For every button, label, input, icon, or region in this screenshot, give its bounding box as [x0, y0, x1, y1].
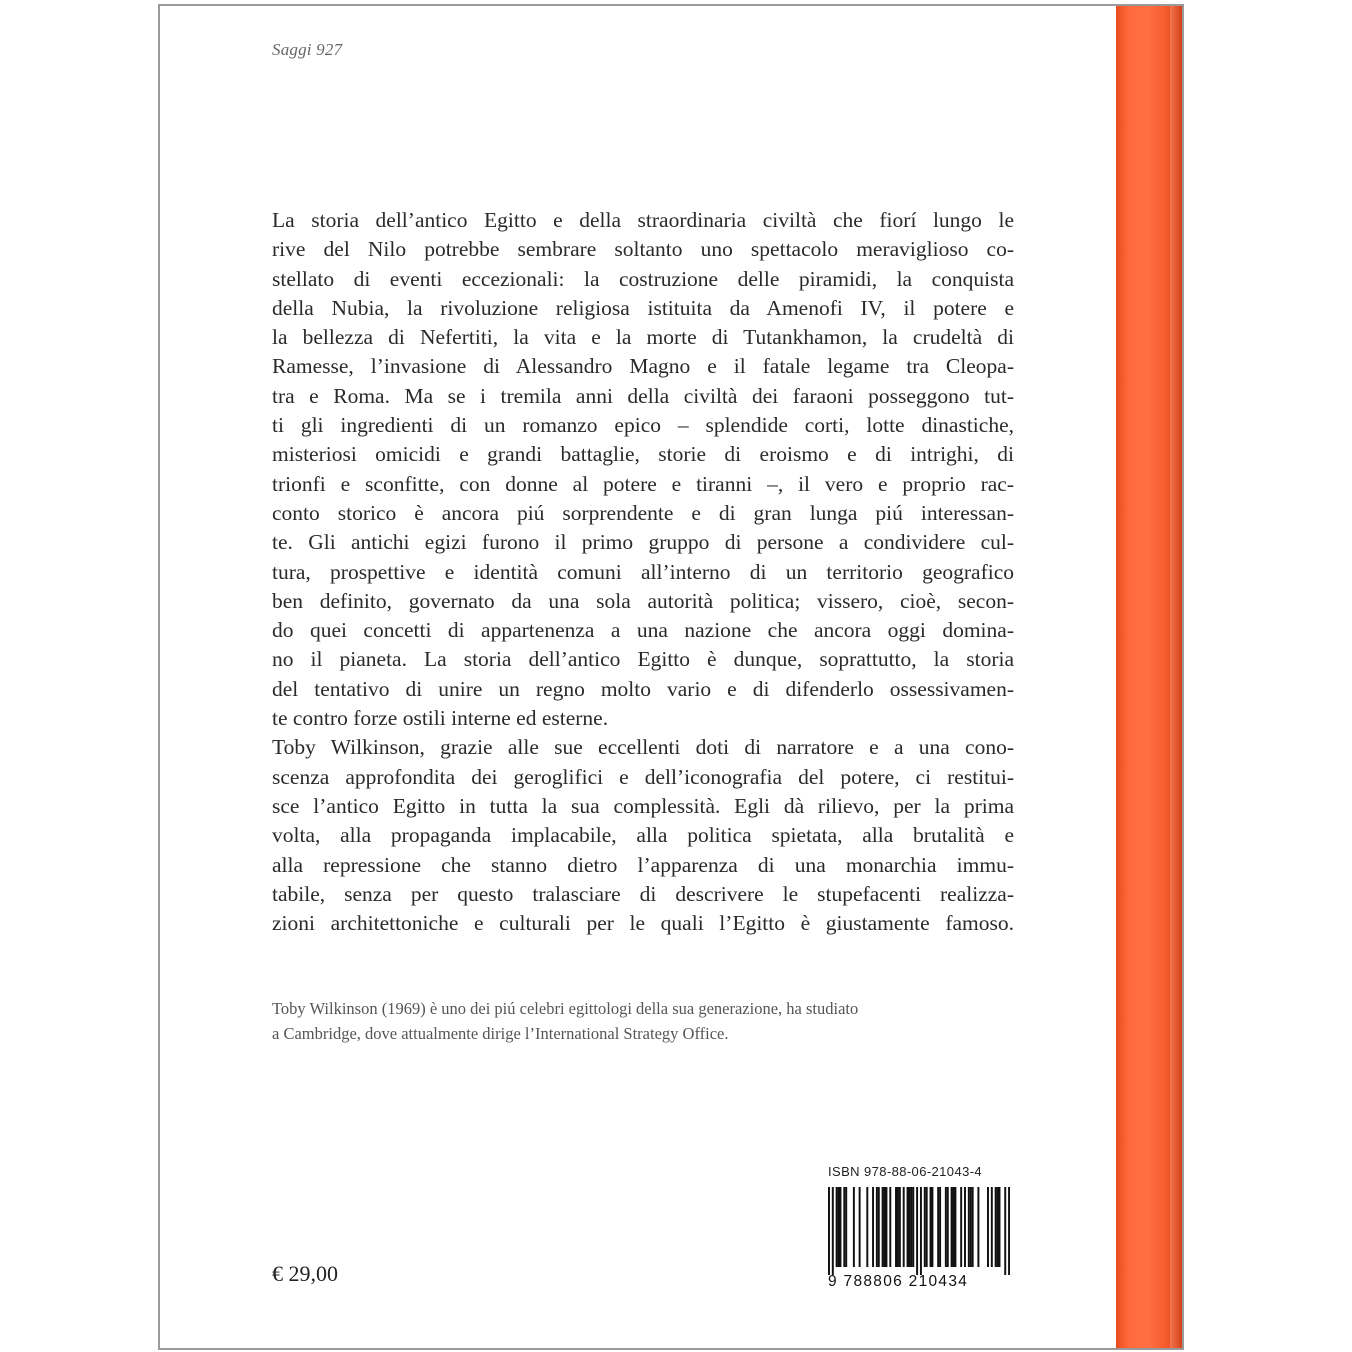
blurb-line: zioni architettoniche e culturali per le quali l’Egitto è giustamente famoso. — [272, 911, 1014, 936]
blurb-line: do quei concetti di appartenenza a una nazione che ancora oggi domina- — [272, 618, 1014, 643]
blurb-line: stellato di eventi eccezionali: la costruzione delle piramidi, la conquista — [272, 266, 1014, 291]
barcode-bar — [924, 1187, 926, 1267]
barcode-bar — [1004, 1187, 1006, 1275]
blurb-line: la bellezza di Nefertiti, la vita e la morte di Tutankhamon, la crudeltà di — [272, 325, 1014, 350]
barcode-bar — [882, 1187, 884, 1267]
barcode-bar — [997, 1187, 999, 1267]
blurb-line: scenza approfondita dei geroglifici e dell’iconografia del potere, ci restitui- — [272, 764, 1014, 789]
barcode-bar — [838, 1187, 840, 1267]
barcode-bar — [910, 1187, 912, 1267]
bio-line: Toby Wilkinson (1969) è uno dei piú celebri egittologi della sua generazione, ha studiato — [272, 999, 859, 1018]
barcode-bar — [999, 1187, 1001, 1267]
blurb-line: te contro forze ostili interne ed esterne. — [272, 706, 609, 731]
blurb-line: La storia dell’antico Egitto e della straordinaria civiltà che fiorí lungo le — [272, 208, 1014, 232]
barcode-bar — [951, 1187, 953, 1267]
barcode-bar — [899, 1187, 901, 1267]
barcode-bar — [987, 1187, 989, 1267]
barcode-bar — [920, 1187, 922, 1275]
barcode-bar — [895, 1187, 897, 1267]
author-bio — [272, 996, 1014, 1046]
barcode-bar — [845, 1187, 847, 1267]
barcode-bar — [889, 1187, 891, 1267]
barcode-bar — [972, 1187, 974, 1267]
blurb-line: Toby Wilkinson, grazie alle sue eccellenti doti di narratore e a una cono- — [272, 735, 1014, 760]
barcode-digits: 9 788806 210434 — [828, 1273, 969, 1290]
blurb-line: Ramesse, l’invasione di Alessandro Magno e il fatale legame tra Cleopa- — [272, 354, 1014, 379]
blurb-line: conto storico è ancora piú sorprendente e di gran lunga piú interessan- — [272, 500, 1014, 525]
barcode-bar — [897, 1187, 899, 1267]
blurb-line: tra e Roma. Ma se i tremila anni della civiltà dei faraoni posseggono tut- — [272, 383, 1014, 408]
barcode-bar — [953, 1187, 955, 1267]
blurb-line: te. Gli antichi egizi furono il primo gruppo di persone a condividere cul- — [272, 530, 1014, 555]
barcode-bar — [885, 1187, 887, 1267]
blurb-line: tura, prospettive e identità comuni all’interno di un territorio geografico — [272, 559, 1014, 584]
barcode-bar — [926, 1187, 928, 1267]
barcode-bar — [960, 1187, 962, 1267]
isbn-label: ISBN 978-88-06-21043-4 — [828, 1164, 983, 1179]
barcode-bar — [878, 1187, 880, 1267]
blurb-line: rive del Nilo potrebbe sembrare soltanto uno spettacolo meraviglioso co- — [272, 237, 1014, 262]
blurb-line: volta, alla propaganda implacabile, alla politica spietata, alla brutalità e — [272, 823, 1014, 848]
barcode-bar — [903, 1187, 905, 1267]
barcode-bar — [964, 1187, 966, 1267]
book-back-cover — [158, 4, 1184, 1350]
blurb-line: sce l’antico Egitto in tutta la sua complessità. Egli dà rilievo, per la prima — [272, 793, 1014, 818]
barcode-bar — [843, 1187, 845, 1267]
isbn-block — [828, 1164, 1010, 1291]
barcode-bar — [939, 1187, 941, 1267]
blurb-line: ti gli ingredienti di un romanzo epico – splendide corti, lotte dinastiche, — [272, 413, 1014, 438]
series-label: Saggi 927 — [272, 40, 343, 59]
barcode-bar — [970, 1187, 972, 1267]
barcode-bar — [931, 1187, 933, 1267]
blurb-line: no il pianeta. La storia dell’antico Egitto è dunque, soprattutto, la storia — [272, 647, 1014, 672]
bio-line: a Cambridge, dove attualmente dirige l’International Strategy Office. — [272, 1024, 729, 1043]
barcode-bar — [916, 1187, 918, 1275]
blurb-line: misteriosi omicidi e grandi battaglie, storie di eroismo e di intrighi, di — [272, 442, 1014, 467]
barcode-bar — [832, 1187, 834, 1275]
blurb-line: ben definito, governato da una sola autorità politica; vissero, cioè, secon- — [272, 588, 1014, 613]
barcode-bar — [937, 1187, 939, 1267]
barcode-bar — [872, 1187, 874, 1267]
barcode-bar — [991, 1187, 993, 1267]
barcode-bar — [884, 1187, 886, 1267]
blurb-line: tabile, senza per questo tralasciare di descrivere le stupefacenti realizza- — [272, 881, 1014, 906]
barcode-bar — [930, 1187, 932, 1267]
barcode-bar — [839, 1187, 841, 1267]
blurb-text — [272, 206, 1014, 938]
blurb-line: trionfi e sconfitte, con donne al potere e tiranni –, il vero e proprio rac- — [272, 471, 1014, 496]
barcode-bar — [853, 1187, 855, 1267]
price-label: € 29,00 — [272, 1261, 338, 1286]
barcode-bar — [954, 1187, 956, 1267]
blurb-line: del tentativo di unire un regno molto vario e di difenderlo ossessivamen- — [272, 676, 1014, 701]
barcode-bar — [866, 1187, 868, 1267]
barcode-bar — [945, 1187, 947, 1267]
barcode-bar — [968, 1187, 970, 1267]
barcode-bar — [977, 1187, 979, 1267]
barcode-bar — [876, 1187, 878, 1267]
barcode-bar — [1008, 1187, 1010, 1275]
barcode-bar — [907, 1187, 909, 1267]
barcode-bar — [995, 1187, 997, 1267]
barcode-bar — [912, 1187, 914, 1267]
barcode-bar — [908, 1187, 910, 1267]
barcode-bar — [828, 1187, 830, 1275]
barcode-bar — [859, 1187, 861, 1267]
blurb-line: alla repressione che stanno dietro l’apparenza di una monarchia immu- — [272, 852, 1014, 877]
blurb-line: della Nubia, la rivoluzione religiosa istituita da Amenofi IV, il potere e — [272, 295, 1014, 320]
barcode-bar — [836, 1187, 838, 1267]
barcode-bar — [947, 1187, 949, 1267]
spine-highlight — [1170, 6, 1182, 1348]
barcode-icon — [828, 1187, 1010, 1275]
